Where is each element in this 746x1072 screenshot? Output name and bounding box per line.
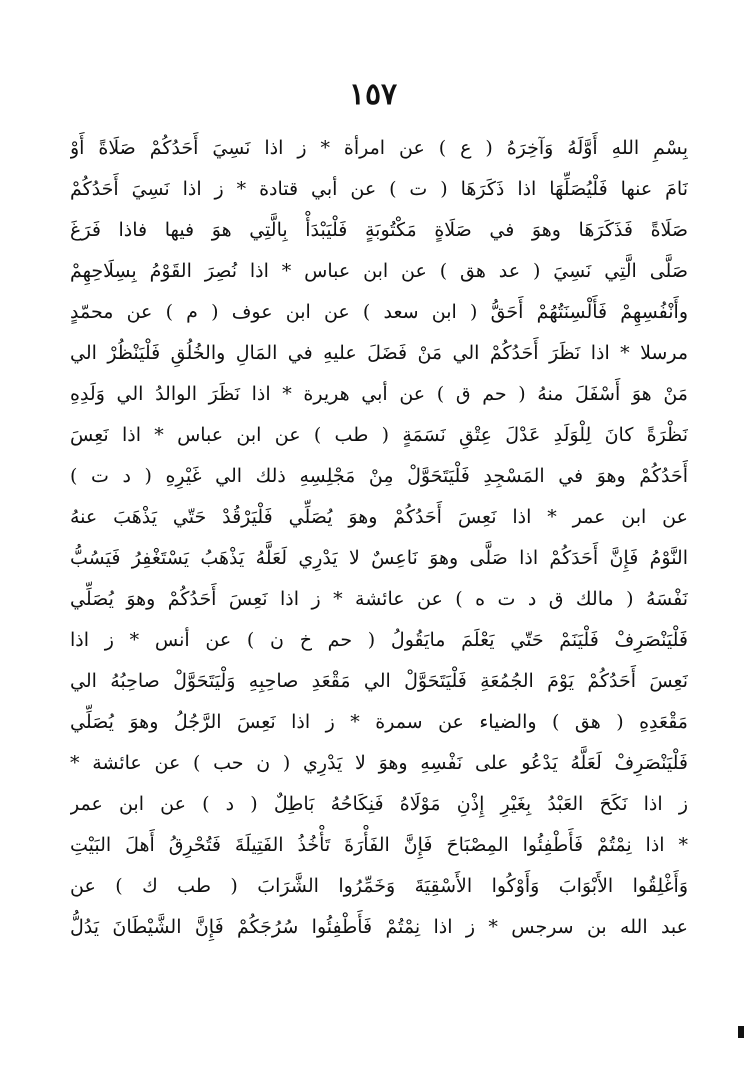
text-line: فَلْيَنْصَرِفْ لَعَلَّهُ يَدْعُو على نَفْسِهِ وهوَ لا يَدْرِي ( ن حب ) عن عائشة * (70, 752, 688, 774)
text-line: عن ابن عمر * اذا نَعِسَ أَحَدُكُمْ وهوَ يُصَلِّي فَلْيَرْقُدْ حَتّي يَذْهَبَ عنهُ (70, 506, 688, 528)
text-line: أَحَدُكُمْ وهوَ في المَسْجِدِ فَلْيَتَحَوَّلْ مِنْ مَجْلِسِهِ ذلك الي غَيْرِهِ ( د ت ) (70, 465, 688, 487)
text-line: بِسْمِ اللهِ أَوَّلَهُ وَآخِرَهُ ( ع ) عن امرأة * ز اذا نَسِيَ أَحَدُكُمْ صَلَاةً أَوْ (70, 137, 688, 159)
text-line: النَّوْمُ فَإِنَّ أَحَدَكُمْ اذا صَلَّى وهوَ نَاعِسٌ لا يَدْرِي لَعَلَّهُ يَذْهَبُ يَسْتَغْفِرُ فَيَسُبُّ (70, 547, 688, 569)
text-line: صَلَاةً فَذَكَرَهَا وهوَ في صَلَاةٍ مَكْتُوبَةٍ فَلْيَبْدَأْ بِالَّتِي هوَ فيها فاذا فَرَغَ (70, 219, 688, 241)
text-line: مَنْ هوَ أَسْفَلَ منهُ ( حم ق ) عن أبي هريرة * اذا نَظَرَ الوالدُ الي وَلَدِهِ (70, 383, 688, 405)
text-line: ز اذا نَكَحَ العَبْدُ بِغَيْرِ إِذْنِ مَوْلَاهُ فَنِكَاحُهُ بَاطِلٌ ( د ) عن ابن عمر (70, 793, 688, 815)
text-line: نَعِسَ أَحَدُكُمْ يَوْمَ الجُمُعَةِ فَلْيَتَحَوَّلْ الي مَقْعَدِ صاحِبِهِ وَلْيَتَحَوَّلْ صاحِبُهُ الي (70, 670, 688, 692)
arabic-text-block (70, 128, 688, 948)
text-line: نَفْسَهُ ( مالك ق د ت ه ) عن عائشة * ز اذا نَعِسَ أَحَدُكُمْ وهوَ يُصَلِّي (70, 588, 688, 610)
text-line: نَظْرَةً كانَ لِلْوَلَدِ عَدْلَ عِتْقِ نَسَمَةٍ ( طب ) عن ابن عباس * اذا نَعِسَ (70, 424, 688, 446)
page-number: ١٥٧ (348, 77, 398, 112)
text-line: فَلْيَنْصَرِفْ فَلْيَنَمْ حَتّي يَعْلَمَ مايَقُولُ ( حم خ ن ) عن أنس * ز اذا (70, 629, 688, 651)
text-line: وَأَغْلِقُوا الأَبْوَابَ وَأَوْكُوا الأَسْقِيَةَ وَخَمِّرُوا الشَّرَابَ ( طب ك ) عن (70, 875, 688, 897)
text-line: * اذا نِمْتُمْ فَأَطْفِئُوا المِصْبَاحَ فَإِنَّ الفَأْرَةَ تَأْخُذُ الفَتِيلَةَ فَتُحْرِقُ أَهلَ البَيْتِ (70, 834, 688, 856)
text-line: مَقْعَدِهِ ( هق ) والضياء عن سمرة * ز اذا نَعِسَ الرَّجُلُ وهوَ يُصَلِّي (70, 711, 688, 733)
text-line: صَلَّى الَّتِي نَسِيَ ( عد هق ) عن ابن عباس * اذا نُصِرَ القَوْمُ بِسِلَاحِهِمْ (70, 260, 688, 282)
text-line: وأَنْفُسِهِمْ فَأَلْسِنَتُهُمْ أَحَقُّ ( ابن سعد ) عن ابن عوف ( م ) عن محمّدٍ (70, 301, 688, 323)
text-line: عبد الله بن سرجس * ز اذا نِمْتُمْ فَأَطْفِئُوا سُرُجَكُمْ فَإِنَّ الشَّيْطَانَ يَدُلُّ (70, 916, 688, 938)
text-line: مرسلا * اذا نَظَرَ أَحَدُكُمْ الي مَنْ فَضَلَ عليهِ في المَالِ والخُلُقِ فَلْيَنْظُرْ الي (70, 342, 688, 364)
scan-edge-mark (738, 1026, 744, 1038)
text-line: نَامَ عنها فَلْيُصَلِّهَا اذا ذَكَرَهَا ( ت ) عن أبي قتادة * ز اذا نَسِيَ أَحَدُكُمْ (70, 178, 688, 200)
